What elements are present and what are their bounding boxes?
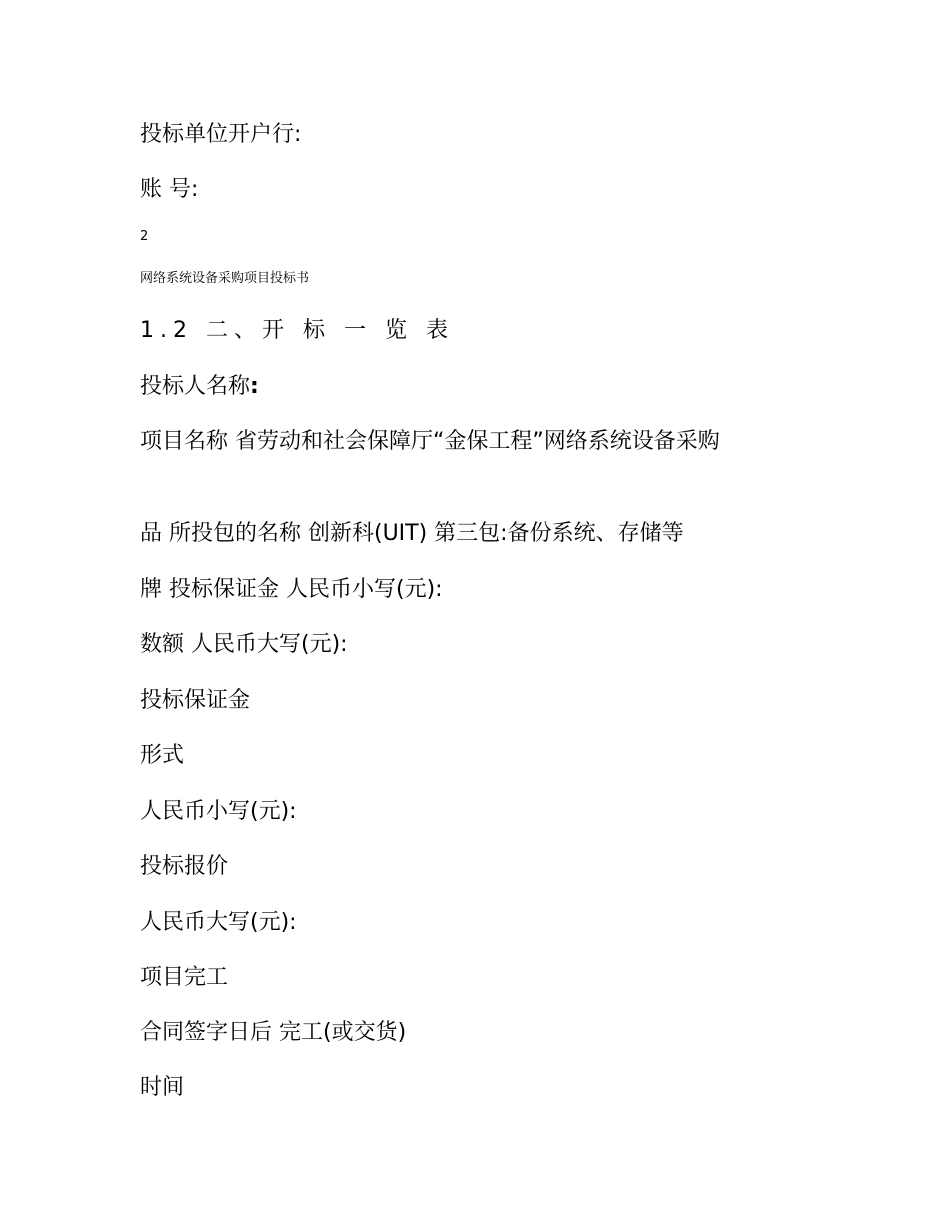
completion-label-3: 时间 bbox=[140, 1075, 185, 1100]
price-capital-row: 人民币大写(元): bbox=[140, 910, 297, 935]
deposit-capital-row: 数额 人民币大写(元): bbox=[140, 632, 348, 657]
deposit-form-label-1: 投标保证金 bbox=[140, 688, 251, 713]
project-name-row: 项目名称 省劳动和社会保障厅“金保工程”网络系统设备采购 bbox=[140, 429, 720, 454]
deposit-form-label-2: 形式 bbox=[140, 743, 185, 768]
bidder-name-label: 投标人名称 bbox=[140, 374, 251, 399]
price-small-row: 人民币小写(元): bbox=[140, 799, 297, 824]
account-label: 账 号: bbox=[140, 177, 199, 202]
deposit-small-row: 牌 投标保证金 人民币小写(元): bbox=[140, 577, 443, 602]
completion-label-2: 合同签字日后 完工(或交货) bbox=[140, 1020, 407, 1045]
bank-label: 投标单位开户行: bbox=[140, 122, 302, 147]
page-number: 2 bbox=[140, 229, 149, 244]
completion-label-1: 项目完工 bbox=[140, 965, 229, 990]
bidder-name-colon: : bbox=[250, 374, 259, 399]
running-header: 网络系统设备采购项目投标书 bbox=[140, 271, 310, 286]
package-name-row: 品 所投包的名称 创新科(UIT) 第三包:备份系统、存储等 bbox=[140, 521, 684, 546]
section-title: 1.2 二、开 标 一 览 表 bbox=[140, 318, 454, 343]
bidder-name-row bbox=[140, 369, 820, 405]
bid-price-label: 投标报价 bbox=[140, 854, 229, 879]
